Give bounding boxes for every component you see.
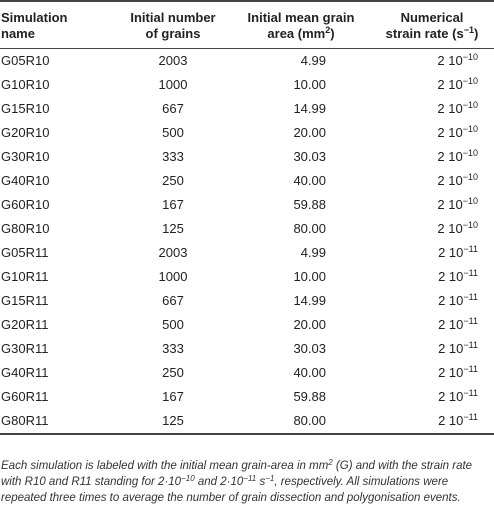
cell-simulation-name: G40R11 bbox=[1, 365, 49, 380]
cell-numerical-strain-rate: 2 $10^{-11}$ bbox=[438, 388, 478, 404]
cell-simulation-name: G30R10 bbox=[1, 149, 50, 164]
table-row bbox=[0, 49, 494, 74]
cell-simulation-name: G80R11 bbox=[0, 409, 114, 434]
cell-initial-mean-grain-area: 4.99 bbox=[300, 53, 326, 68]
cell-simulation-name: G80R10 bbox=[1, 221, 50, 236]
cell-initial-mean-grain-area: 14.99 bbox=[293, 101, 326, 116]
cell-initial-number-of-grains: 125 bbox=[162, 221, 184, 236]
cell-initial-mean-grain-area: 20.00 bbox=[293, 317, 326, 332]
table-row bbox=[0, 289, 494, 313]
cell-numerical-strain-rate: 2 $10^{-11}$ bbox=[438, 316, 478, 332]
cell-initial-number-of-grains: 333 bbox=[162, 149, 184, 164]
cell-simulation-name: G20R11 bbox=[1, 317, 49, 332]
table-row bbox=[0, 217, 494, 241]
header-row bbox=[0, 1, 494, 49]
cell-simulation-name: G30R11 bbox=[1, 341, 49, 356]
cell-numerical-strain-rate: 2 $10^{-11}$ bbox=[438, 292, 478, 308]
cell-initial-number-of-grains: 167 bbox=[162, 389, 184, 404]
cell-initial-mean-grain-area: 80.00 bbox=[232, 409, 370, 434]
table-row bbox=[0, 121, 494, 145]
cell-numerical-strain-rate: 2 $10^{-10}$ bbox=[437, 100, 478, 116]
table-row bbox=[0, 241, 494, 265]
cell-initial-mean-grain-area: 80.00 bbox=[293, 221, 326, 236]
header-simulation-name: Simulation name bbox=[0, 1, 114, 49]
cell-numerical-strain-rate: 2 $10^{-10}$ bbox=[437, 76, 478, 92]
cell-initial-number-of-grains: 250 bbox=[162, 365, 184, 380]
cell-initial-number-of-grains: 125 bbox=[114, 409, 232, 434]
cell-numerical-strain-rate: 2 $10^{-11}$ bbox=[438, 364, 478, 380]
cell-numerical-strain-rate: 2 $10^{-11}$ bbox=[438, 340, 478, 356]
cell-initial-mean-grain-area: 40.00 bbox=[293, 365, 326, 380]
table-row bbox=[0, 313, 494, 337]
table-header bbox=[0, 1, 494, 49]
table-row bbox=[0, 97, 494, 121]
table-body bbox=[0, 49, 494, 435]
cell-initial-mean-grain-area: 4.99 bbox=[300, 245, 326, 260]
header-initial-number-of-grains: Initial number of grains bbox=[114, 1, 232, 49]
cell-simulation-name: G05R10 bbox=[1, 53, 50, 68]
cell-numerical-strain-rate: 2 $10^{-10}$ bbox=[437, 124, 478, 140]
header-initial-mean-grain-area: Initial mean grain area $(mm^2)$ bbox=[232, 1, 370, 49]
cell-initial-number-of-grains: 1000 bbox=[158, 77, 188, 92]
cell-initial-mean-grain-area: 59.88 bbox=[293, 197, 326, 212]
cell-initial-mean-grain-area: 59.88 bbox=[293, 389, 326, 404]
cell-initial-mean-grain-area: 30.03 bbox=[293, 341, 326, 356]
cell-initial-number-of-grains: 250 bbox=[162, 173, 184, 188]
table-row bbox=[0, 193, 494, 217]
cell-numerical-strain-rate: 2 $10^{-11}$ bbox=[370, 409, 494, 434]
table-row bbox=[0, 145, 494, 169]
cell-simulation-name: G15R10 bbox=[1, 101, 50, 116]
cell-numerical-strain-rate: 2 $10^{-10}$ bbox=[437, 196, 478, 212]
cell-initial-number-of-grains: 167 bbox=[162, 197, 184, 212]
cell-simulation-name: G15R11 bbox=[1, 293, 49, 308]
cell-numerical-strain-rate: 2 $10^{-11}$ bbox=[438, 244, 478, 260]
cell-simulation-name: G60R10 bbox=[1, 197, 50, 212]
cell-initial-number-of-grains: 2003 bbox=[158, 245, 188, 260]
header-numerical-strain-rate: Numerical strain rate $(s^{-1})$ bbox=[370, 1, 494, 49]
cell-simulation-name: G05R11 bbox=[1, 245, 49, 260]
cell-numerical-strain-rate: 2 $10^{-10}$ bbox=[437, 148, 478, 164]
cell-simulation-name: G10R11 bbox=[1, 269, 49, 284]
cell-initial-number-of-grains: 500 bbox=[162, 125, 184, 140]
cell-simulation-name: G60R11 bbox=[1, 389, 49, 404]
cell-initial-mean-grain-area: 10.00 bbox=[293, 269, 326, 284]
table-row bbox=[0, 169, 494, 193]
table-row bbox=[0, 337, 494, 361]
cell-initial-number-of-grains: 667 bbox=[162, 293, 184, 308]
table-row bbox=[0, 361, 494, 385]
cell-initial-number-of-grains: 667 bbox=[162, 101, 184, 116]
table-row bbox=[0, 265, 494, 289]
cell-simulation-name: G40R10 bbox=[1, 173, 50, 188]
cell-initial-mean-grain-area: 14.99 bbox=[293, 293, 326, 308]
table-row bbox=[0, 73, 494, 97]
cell-numerical-strain-rate: 2 $10^{-10}$ bbox=[437, 172, 478, 188]
table-row bbox=[0, 409, 494, 434]
cell-simulation-name: G20R10 bbox=[1, 125, 50, 140]
cell-initial-mean-grain-area: 10.00 bbox=[293, 77, 326, 92]
cell-initial-number-of-grains: 1000 bbox=[158, 269, 188, 284]
cell-simulation-name: G10R10 bbox=[1, 77, 50, 92]
cell-numerical-strain-rate: 2 $10^{-10}$ bbox=[437, 220, 478, 236]
cell-initial-number-of-grains: 2003 bbox=[158, 53, 188, 68]
cell-numerical-strain-rate: 2 $10^{-10}$ bbox=[437, 52, 478, 68]
cell-numerical-strain-rate: 2 $10^{-11}$ bbox=[438, 268, 478, 284]
table-caption: Each simulation is labeled with the initial mean grain-area in $mm^2$ (G) and with the strain rate with R10 and R11 standing for $2\cdot 10^{-10}$ and $2\cdot 10^{-11}$ $s^{-1}$, respectively. All simulations were repeated three times to average the number of grain dissection and polygonisation events. bbox=[1, 458, 473, 504]
table-row bbox=[0, 385, 494, 409]
cell-initial-mean-grain-area: 30.03 bbox=[293, 149, 326, 164]
cell-initial-mean-grain-area: 20.00 bbox=[293, 125, 326, 140]
cell-initial-number-of-grains: 500 bbox=[162, 317, 184, 332]
cell-initial-mean-grain-area: 40.00 bbox=[293, 173, 326, 188]
cell-initial-number-of-grains: 333 bbox=[162, 341, 184, 356]
